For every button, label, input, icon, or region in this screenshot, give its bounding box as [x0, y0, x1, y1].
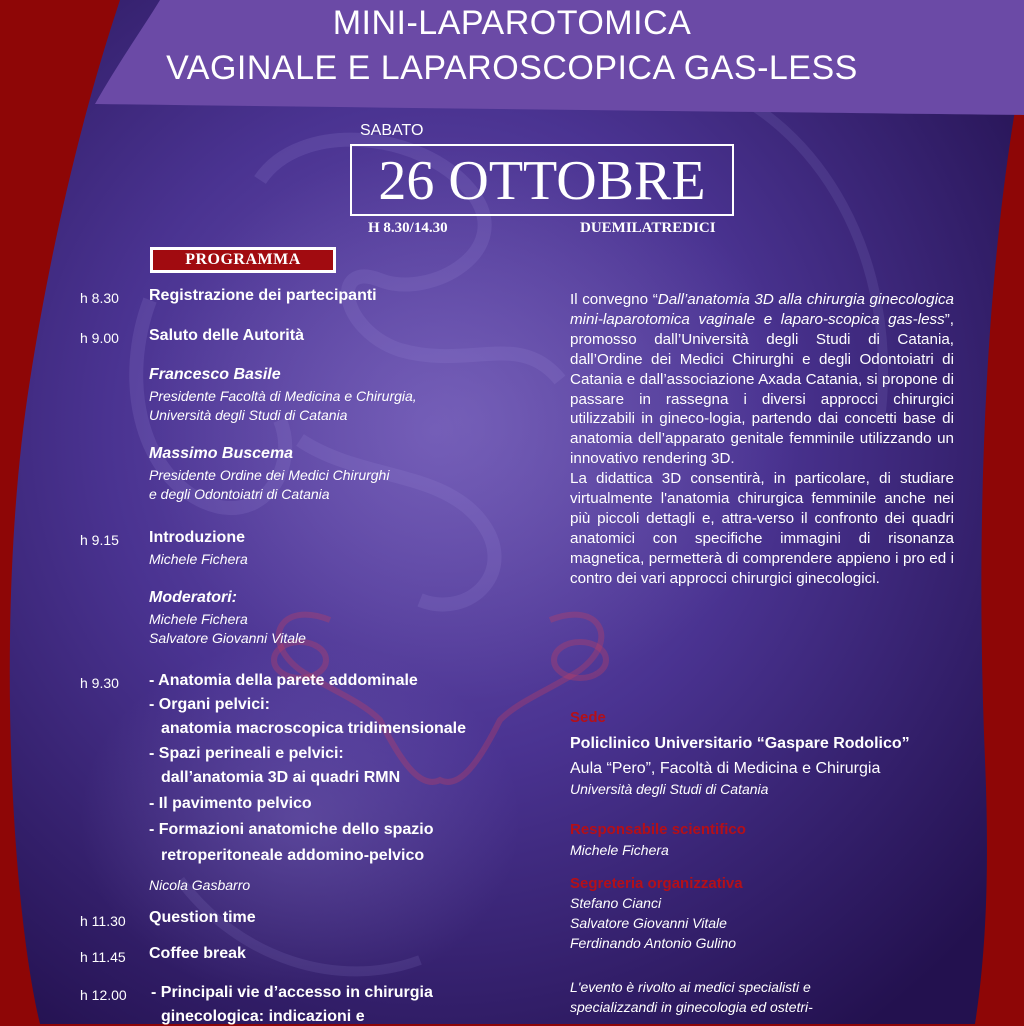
- program-line: - Principali vie d’accesso in chirurgia: [151, 984, 433, 1001]
- date-box: [350, 144, 734, 216]
- program-item-title: Question time: [149, 909, 256, 926]
- conference-title: Dall’anatomia 3D alla chirurgia ginecologica mini-laparotomica vaginale e laparo-scopica gas-less: [570, 291, 954, 328]
- description-paragraph-2: La didattica 3D consentirà, in particolare, di studiare virtualmente l'anatomia chirurgica femminile anche nei più piccoli dettagli e, attra-verso il confronto dei quadri anatomici con specifiche immagini di risonanza magnetica, permetterà di comprendere appieno i pro ed i contro dei vari approcci chirurgici ginecologici.: [570, 470, 954, 587]
- description-paragraph-1: [570, 290, 954, 469]
- responsabile-name: Michele Fichera: [570, 842, 669, 858]
- speaker-name: Francesco Basile: [149, 366, 281, 383]
- program-item-title: Registrazione dei partecipanti: [149, 287, 377, 304]
- program-line: dall’anatomia 3D ai quadri RMN: [161, 769, 401, 786]
- time-label: h 11.30: [80, 913, 126, 929]
- event-description: [570, 290, 954, 589]
- program-line: - Il pavimento pelvico: [149, 795, 312, 812]
- program-line: ginecologica: indicazioni e: [161, 1008, 365, 1025]
- program-line: retroperitoneale addomino-pelvico: [161, 847, 425, 864]
- sede-label: Sede: [570, 709, 606, 726]
- moderators-label: Moderatori:: [149, 589, 237, 606]
- time-label: h 12.00: [80, 987, 127, 1003]
- program-item-title: Coffee break: [149, 945, 246, 962]
- event-year: DUEMILATREDICI: [580, 220, 716, 236]
- event-date-block: [348, 118, 748, 243]
- program-line: - Spazi perineali e pelvici:: [149, 745, 344, 762]
- speaker-role: Presidente Ordine dei Medici Chirurghi: [149, 467, 390, 483]
- segreteria-member: Salvatore Giovanni Vitale: [570, 915, 727, 931]
- time-label: h 9.00: [80, 330, 119, 346]
- title-line-2: VAGINALE E LAPAROSCOPICA GAS-LESS: [166, 49, 858, 87]
- description-intro: Il convegno “: [570, 291, 658, 308]
- program-line: - Formazioni anatomiche dello spazio: [149, 821, 434, 838]
- event-date: 26 OTTOBRE: [378, 150, 706, 212]
- time-label: h 8.30: [80, 290, 119, 306]
- speaker-name: Massimo Buscema: [149, 445, 294, 462]
- event-hours: H 8.30/14.30: [368, 220, 448, 236]
- time-label: h 11.45: [80, 949, 126, 965]
- time-label: h 9.15: [80, 532, 119, 548]
- title-line-1: MINI-LAPAROTOMICA: [332, 4, 692, 42]
- speaker-name: Nicola Gasbarro: [149, 877, 251, 893]
- venue-name: Policlinico Universitario “Gaspare Rodolico”: [570, 735, 910, 752]
- day-label: SABATO: [360, 122, 424, 139]
- speaker-role: Presidente Facoltà di Medicina e Chirurgia,: [149, 388, 417, 404]
- segreteria-member: Ferdinando Antonio Gulino: [570, 935, 737, 951]
- program-item-title: Introduzione: [149, 529, 245, 546]
- moderator-name: Michele Fichera: [149, 611, 248, 627]
- header-banner: [0, 0, 1024, 118]
- program-item-title: Saluto delle Autorità: [149, 327, 304, 344]
- description-body: ”, promosso dall’Università degli Studi di Catania, dall’Ordine dei Medici Chirurghi e degli Odontoiatri di Catania e dall’associazione Axada Catania, si propone di passare in rassegna i diversi approcci chirurgici utilizzabili in gineco-logia, partendo dai concetti base di anatomia dell’apparato genitale femminile utilizzando un innovativo rendering 3D.: [570, 310, 954, 468]
- speaker-name: Michele Fichera: [149, 551, 248, 567]
- moderator-name: Salvatore Giovanni Vitale: [149, 630, 306, 646]
- venue-university: Università degli Studi di Catania: [570, 781, 769, 797]
- program-line: - Anatomia della parete addominale: [149, 672, 418, 689]
- program-line: anatomia macroscopica tridimensionale: [161, 720, 466, 737]
- speaker-role: Università degli Studi di Catania: [149, 407, 348, 423]
- responsabile-label: Responsabile scientifico: [570, 821, 746, 838]
- venue-room: Aula “Pero”, Facoltà di Medicina e Chirurgia: [570, 760, 881, 777]
- speaker-role: e degli Odontoiatri di Catania: [149, 486, 330, 502]
- programma-label: [150, 247, 336, 273]
- audience-note: specializzandi in ginecologia ed ostetri-: [570, 999, 813, 1015]
- segreteria-member: Stefano Cianci: [570, 895, 662, 911]
- segreteria-label: Segreteria organizzativa: [570, 875, 743, 892]
- program-line: - Organi pelvici:: [149, 696, 270, 713]
- programma-label-text: PROGRAMMA: [153, 250, 333, 270]
- time-label: h 9.30: [80, 675, 119, 691]
- audience-note: L'evento è rivolto ai medici specialisti e: [570, 979, 811, 995]
